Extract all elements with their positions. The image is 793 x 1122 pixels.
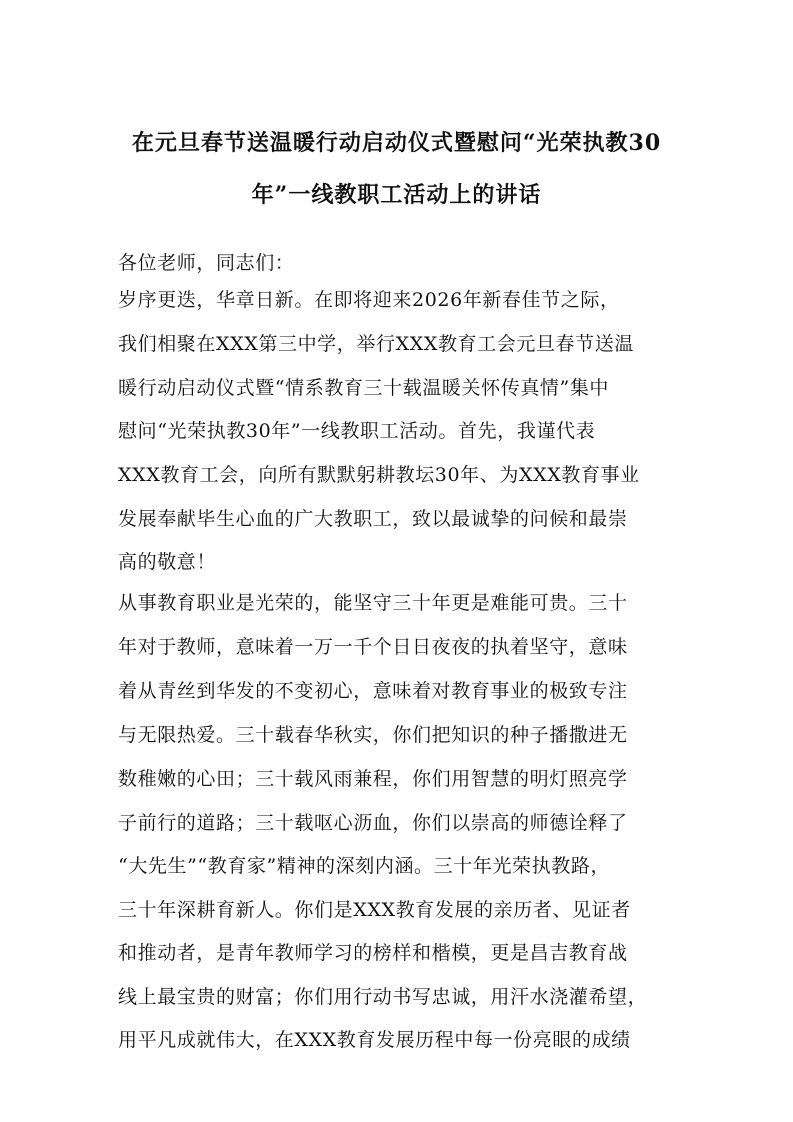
document-title-line-2: 年”一线教职工活动上的讲话 — [251, 182, 542, 208]
salutation-line: 各位老师，同志们： — [118, 252, 295, 274]
body-line: 岁序更迭，华章日新。在即将迎来2026年新春佳节之际， — [118, 289, 620, 311]
body-line: 从事教育职业是光荣的，能坚守三十年更是难能可贵。三十 — [118, 592, 628, 614]
body-line: 我们相聚在XXX第三中学，举行XXX教育工会元旦春节送温 — [118, 333, 634, 355]
body-line: 子前行的道路；三十载呕心沥血，你们以崇高的师德诠释了 — [118, 812, 628, 834]
body-line: 数稚嫩的心田；三十载风雨兼程，你们用智慧的明灯照亮学 — [118, 768, 628, 790]
body-line: 线上最宝贵的财富；你们用行动书写忠诚，用汗水浇灌希望， — [118, 986, 648, 1008]
body-line: 三十年深耕育新人。你们是XXX教育发展的亲历者、见证者 — [118, 899, 631, 921]
body-line: XXX教育工会，向所有默默躬耕教坛30年、为XXX教育事业 — [118, 464, 640, 486]
body-line: “大先生”“教育家”精神的深刻内涵。三十年光荣执教路， — [118, 855, 611, 877]
body-line: 用平凡成就伟大，在XXX教育发展历程中每一份亮眼的成绩 — [118, 1029, 631, 1051]
body-line: 高的敬意！ — [118, 551, 217, 573]
document-title-line-1: 在元旦春节送温暖行动启动仪式暨慰问“光荣执教30 — [131, 130, 662, 156]
body-line: 暖行动启动仪式暨“情系教育三十载温暖关怀传真情”集中 — [118, 377, 610, 399]
body-line: 与无限热爱。三十载春华秋实，你们把知识的种子播撒进无 — [118, 724, 628, 746]
body-line: 慰问“光荣执教30年”一线教职工活动。首先，我谨代表 — [118, 420, 596, 442]
body-line: 发展奉献毕生心血的广大教职工，致以最诚挚的问候和最崇 — [118, 508, 628, 530]
body-line: 年对于教师，意味着一万一千个日日夜夜的执着坚守，意味 — [118, 636, 628, 658]
body-line: 和推动者，是青年教师学习的榜样和楷模，更是昌吉教育战 — [118, 942, 628, 964]
body-line: 着从青丝到华发的不变初心，意味着对教育事业的极致专注 — [118, 680, 628, 702]
